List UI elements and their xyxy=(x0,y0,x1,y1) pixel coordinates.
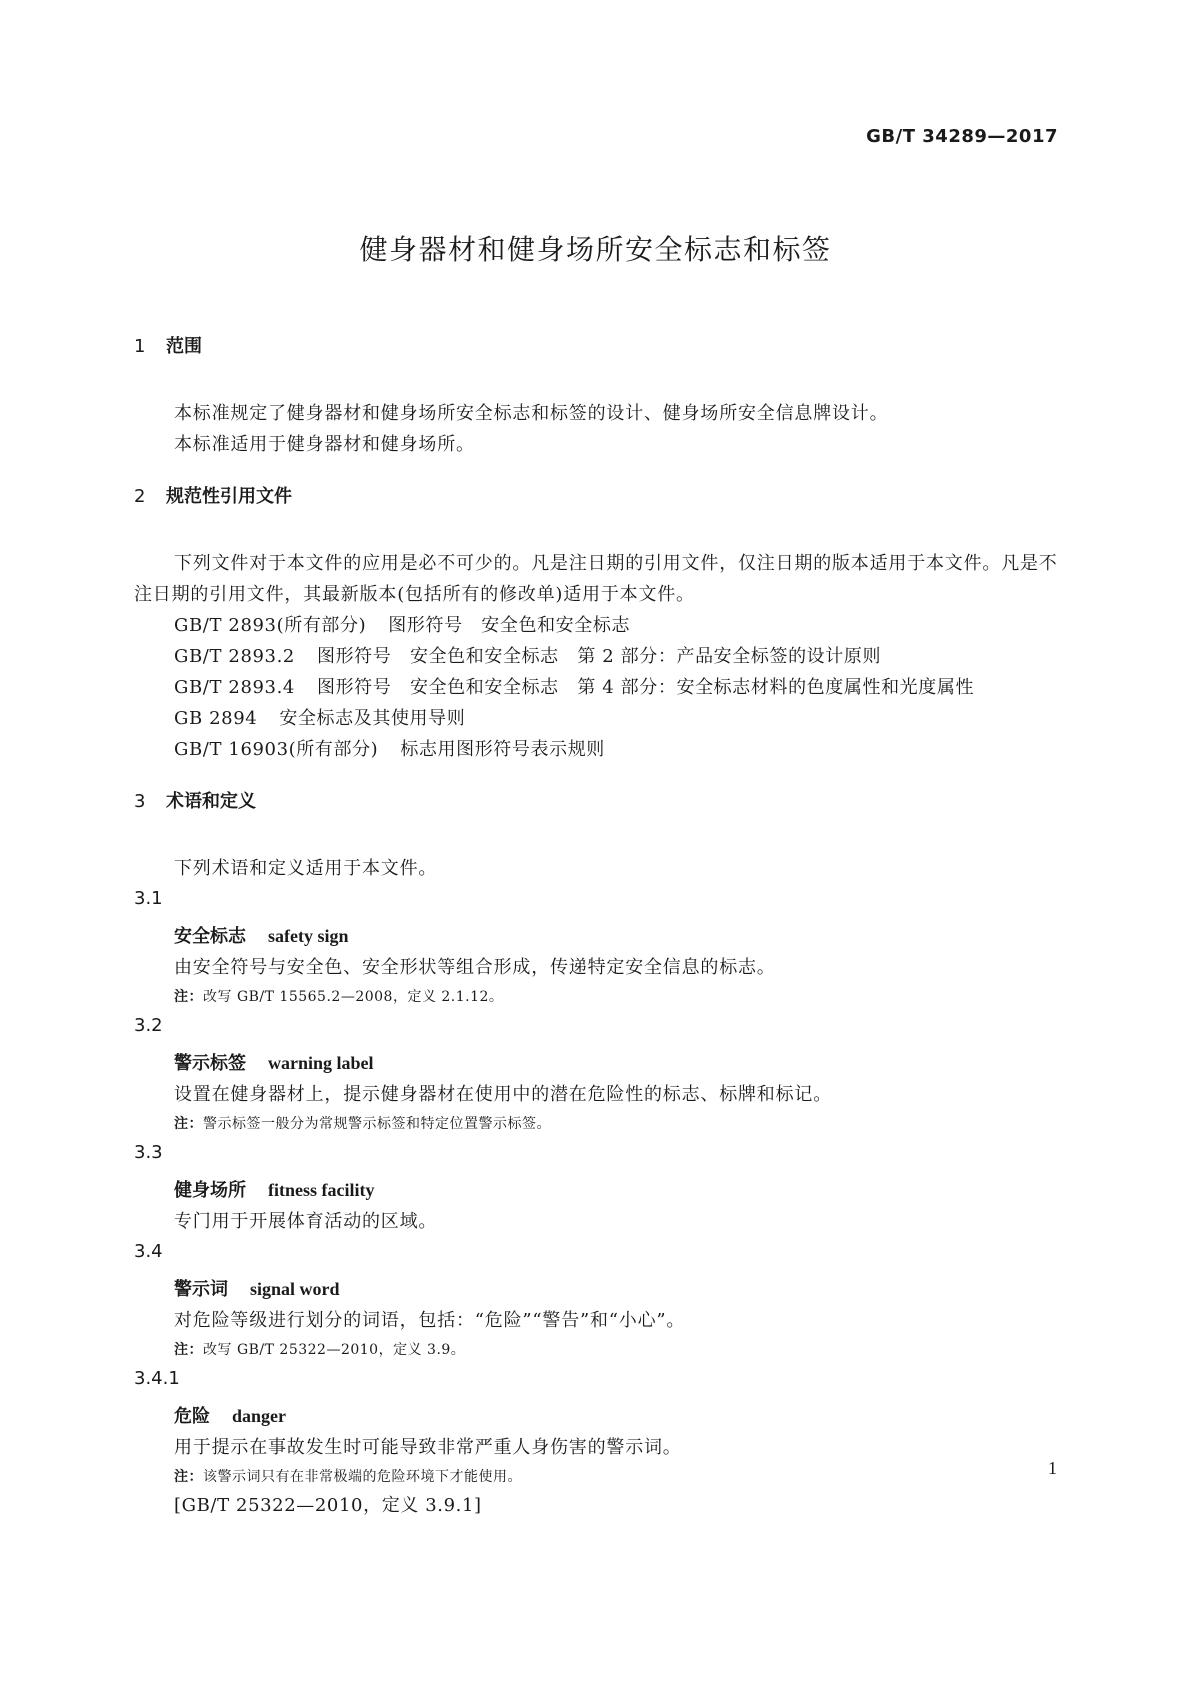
reference-code: GB/T 2893.4 xyxy=(174,677,295,698)
paragraph: 下列术语和定义适用于本文件。 xyxy=(174,858,438,879)
term-note xyxy=(134,1336,1059,1364)
reference-code: GB/T 2893(所有部分) xyxy=(174,615,367,636)
paragraph: 下列文件对于本文件的应用是必不可少的。凡是注日期的引用文件，仅注日期的版本适用于本文件。凡是不注日期的引用文件，其最新版本(包括所有的修改单)适用于本文件。 xyxy=(134,553,1058,605)
term-zh: 安全标志 xyxy=(174,926,246,947)
term-entry xyxy=(134,1047,1059,1080)
term-note xyxy=(134,1463,1059,1491)
section-heading xyxy=(134,332,1059,362)
note-text: 警示标签一般分为常规警示标签和特定位置警示标签。 xyxy=(203,1116,551,1132)
reference-title: 图形符号 安全色和安全标志 第 4 部分：安全标志材料的色度属性和光度属性 xyxy=(316,677,975,698)
term-number: 3.3 xyxy=(134,1142,163,1163)
term-en: fitness facility xyxy=(268,1180,375,1200)
term-number: 3.4 xyxy=(134,1241,163,1262)
term-en: warning label xyxy=(268,1053,374,1073)
reference-title: 标志用图形符号表示规则 xyxy=(400,739,605,760)
reference-title: 图形符号 安全色和安全标志 第 2 部分：产品安全标签的设计原则 xyxy=(316,646,882,667)
section-heading xyxy=(134,787,1059,817)
document-body xyxy=(134,332,1059,1521)
note-text: 改写 GB/T 15565.2—2008，定义 2.1.12。 xyxy=(203,989,504,1005)
note-text: 改写 GB/T 25322—2010，定义 3.9。 xyxy=(203,1342,466,1358)
note-label: 注： xyxy=(174,989,203,1005)
term-number: 3.2 xyxy=(134,1015,163,1036)
section-heading xyxy=(134,482,1059,512)
reference-code: GB/T 2893.2 xyxy=(174,646,295,667)
term-note xyxy=(134,1110,1059,1138)
term-definition: 专门用于开展体育活动的区域。 xyxy=(174,1211,438,1232)
reference-item xyxy=(134,703,1059,734)
reference-title: 安全标志及其使用导则 xyxy=(279,708,466,729)
section-title: 术语和定义 xyxy=(166,791,256,812)
reference-item xyxy=(134,610,1059,641)
reference-code: GB/T 16903(所有部分) xyxy=(174,739,379,760)
section-title: 范围 xyxy=(166,336,202,357)
section-number: 3 xyxy=(134,791,146,812)
section-number: 1 xyxy=(134,336,146,357)
standard-code: GB/T 34289—2017 xyxy=(866,126,1058,147)
reference-code: GB 2894 xyxy=(174,708,258,729)
note-label: 注： xyxy=(174,1116,203,1132)
term-entry xyxy=(134,1400,1059,1433)
section-number: 2 xyxy=(134,486,146,507)
reference-title: 图形符号 安全色和安全标志 xyxy=(388,615,631,636)
term-zh: 危险 xyxy=(174,1406,210,1427)
term-en: danger xyxy=(232,1406,286,1426)
note-text: 该警示词只有在非常极端的危险环境下才能使用。 xyxy=(203,1469,522,1485)
term-zh: 警示标签 xyxy=(174,1053,246,1074)
term-entry xyxy=(134,920,1059,953)
term-entry xyxy=(134,1273,1059,1306)
term-number: 3.1 xyxy=(134,888,163,909)
term-en: safety sign xyxy=(268,926,349,946)
term-number: 3.4.1 xyxy=(134,1368,180,1389)
note-label: 注： xyxy=(174,1342,203,1358)
reference-item xyxy=(134,641,1059,672)
reference-item xyxy=(134,734,1059,765)
term-zh: 健身场所 xyxy=(174,1180,246,1201)
term-zh: 警示词 xyxy=(174,1279,228,1300)
term-definition: 对危险等级进行划分的词语，包括：“危险”“警告”和“小心”。 xyxy=(174,1310,686,1331)
note-label: 注： xyxy=(174,1469,203,1485)
term-definition: 设置在健身器材上，提示健身器材在使用中的潜在危险性的标志、标牌和标记。 xyxy=(174,1084,832,1105)
term-en: signal word xyxy=(250,1279,340,1299)
section-title: 规范性引用文件 xyxy=(166,486,292,507)
paragraph: 本标准规定了健身器材和健身场所安全标志和标签的设计、健身场所安全信息牌设计。 xyxy=(174,403,889,424)
document-title: 健身器材和健身场所安全标志和标签 xyxy=(359,233,832,266)
page-number: 1 xyxy=(1048,1458,1057,1478)
paragraph: 本标准适用于健身器材和健身场所。 xyxy=(174,434,475,455)
term-entry xyxy=(134,1174,1059,1207)
term-source: [GB/T 25322—2010，定义 3.9.1] xyxy=(174,1495,482,1516)
reference-item xyxy=(134,672,1059,703)
term-note xyxy=(134,983,1059,1011)
term-definition: 由安全符号与安全色、安全形状等组合形成，传递特定安全信息的标志。 xyxy=(174,957,776,978)
term-definition: 用于提示在事故发生时可能导致非常严重人身伤害的警示词。 xyxy=(174,1437,682,1458)
